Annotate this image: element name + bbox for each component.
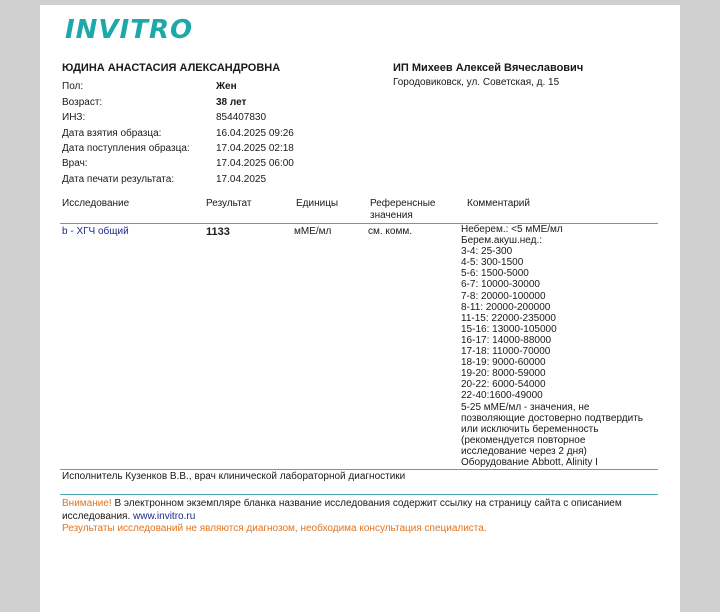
comment-line: 6-7: 10000-30000 [461,279,540,291]
header-refs [370,198,436,222]
invitro-logo: INVITRO [65,15,194,45]
info-row-inz [62,112,382,126]
notice-warning: Внимание! [62,498,112,509]
test-result: 1133 [206,226,230,238]
info-value: 17.04.2025 06:00 [216,158,294,169]
comment-line: 19-20: 8000-59000 [461,368,546,380]
lab-name: ИП Михеев Алексей Вячеславович [393,62,584,74]
comment-line: 8-11: 20000-200000 [461,301,551,313]
info-row-sex [62,81,382,95]
header-units: Единицы [296,198,339,209]
info-row-sample-received [62,143,382,157]
info-label: Возраст: [62,97,103,108]
comment-line: Оборудование Abbott, Alinity I [461,456,598,468]
info-value: 17.04.2025 02:18 [216,143,294,154]
comment-line: исследование через 2 дня) [461,445,587,457]
footer-divider [60,494,658,495]
header-refs-line2: значения [370,210,413,221]
comment-line: 17-18: 11000-70000 [461,346,551,358]
comment-line: 4-5: 300-1500 [461,257,524,269]
info-value: 16.04.2025 09:26 [216,128,294,139]
comment-line: 3-4: 25-300 [461,246,513,258]
test-comments [461,224,661,468]
comment-line: Неберем.: <5 мМЕ/мл [461,224,563,235]
info-value: 17.04.2025 [216,174,267,185]
disclaimer-part1: Результаты исследований [62,523,184,534]
comment-line: 7-8: 20000-100000 [461,290,546,302]
invitro-site-link[interactable]: www.invitro.ru [133,511,196,522]
info-value: 854407830 [216,112,267,123]
comment-line: 20-22: 6000-54000 [461,379,546,391]
test-units: мМЕ/мл [294,226,332,237]
test-refs: см. комм. [368,226,413,237]
comment-line: 15-16: 13000-105000 [461,323,557,335]
info-value: 38 лет [216,97,247,108]
info-label: Дата печати результата: [62,174,175,185]
info-row-sample-taken [62,128,382,142]
comment-line: 18-19: 9000-60000 [461,357,546,369]
test-name-link[interactable]: b - ХГЧ общий [62,226,129,237]
comment-line: 11-15: 22000-235000 [461,312,556,324]
comment-line: 5-25 мМЕ/мл - значения, не [461,401,590,413]
performer: Исполнитель Кузенков В.В., врач клинической лабораторной диагностики [62,471,406,482]
info-row-print-date [62,174,382,188]
info-label: Пол: [62,81,84,92]
comment-line: 16-17: 14000-88000 [461,334,552,346]
comment-line: или исключить беременность [461,423,599,435]
header-test: Исследование [62,198,130,209]
comment-line: Берем.акуш.нед.: [461,235,543,247]
info-label: Врач: [62,158,88,169]
comment-line: 5-6: 1500-5000 [461,268,529,280]
patient-name: ЮДИНА АНАСТАСИЯ АЛЕКСАНДРОВНА [62,62,281,74]
comment-line: позволяющие достоверно подтвердить [461,412,643,424]
lab-address: Городовиковск, ул. Советская, д. 15 [393,77,560,88]
row-divider [60,469,658,470]
result-document [40,5,680,612]
comment-line: 22-40:1600-49000 [461,390,543,402]
info-label: ИНЗ: [62,112,86,123]
info-row-age [62,97,382,111]
info-label: Дата взятия образца: [62,128,162,139]
notice-text: В электронном экземпляре бланка название исследования содержит ссылку на страницу сайта с описанием исследования. [62,498,622,522]
comment-line: (рекомендуется повторное [461,434,586,446]
info-label: Дата поступления образца: [62,143,190,154]
info-row-doctor [62,158,382,172]
notice [62,497,662,523]
header-comments: Комментарий [467,198,530,209]
header-result: Результат [206,198,252,209]
disclaimer [62,523,487,534]
info-value: Жен [216,81,237,92]
disclaimer-part3: необходима консультация специалиста. [300,523,487,534]
disclaimer-part2: не являются диагнозом, [183,523,301,534]
header-refs-line1: Референсные [370,198,436,209]
